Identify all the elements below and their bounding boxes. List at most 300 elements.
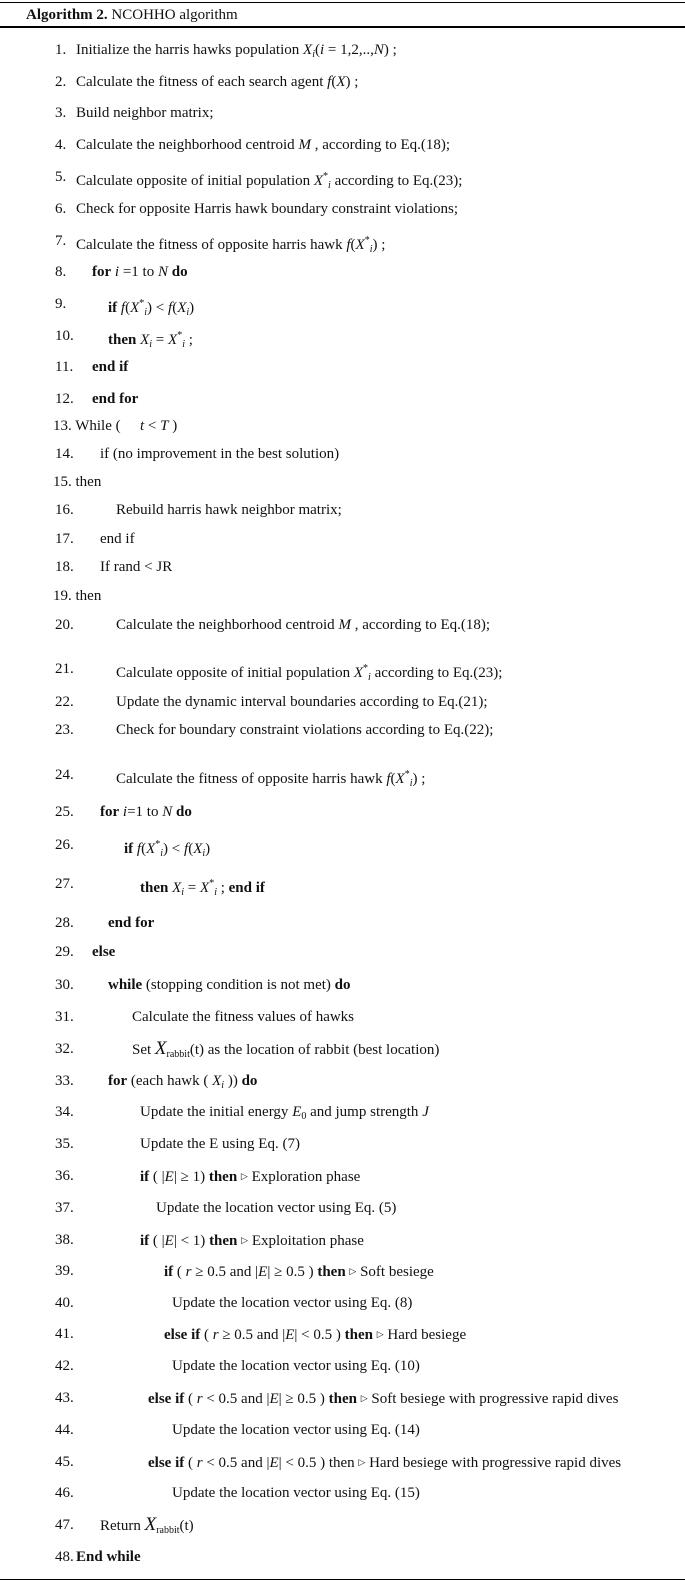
line-token: X: [168, 332, 178, 348]
line-token: Calculate the fitness values of hawks: [132, 1009, 355, 1025]
line-number: 37.: [55, 1200, 74, 1216]
line-token: ( |: [149, 1233, 165, 1249]
line-token: end if: [100, 531, 135, 547]
line-text: [100, 527, 135, 551]
line-token: rabbit: [156, 1525, 180, 1536]
line-token: | < 1): [173, 1233, 210, 1249]
line-token: E: [269, 1391, 279, 1407]
line-text: [140, 1228, 364, 1253]
line-number: 21.: [55, 661, 74, 677]
line-token: f: [136, 841, 142, 857]
algorithm-line: [0, 292, 685, 316]
line-token: ): [189, 300, 195, 316]
line-text: [76, 197, 458, 221]
line-token: i: [214, 887, 217, 898]
line-text: [100, 555, 172, 579]
line-token: ) <: [163, 841, 185, 857]
line-token: end if: [92, 359, 129, 375]
line-token: if: [164, 1264, 174, 1280]
line-token: ) ;: [345, 74, 359, 90]
line-token: if: [140, 1169, 150, 1185]
algorithm-line: [0, 442, 685, 466]
line-token: Soft besiege: [356, 1264, 434, 1280]
line-text: [172, 1418, 420, 1442]
line-token: else: [92, 944, 116, 960]
line-token: ≥ 0.5 and |: [218, 1327, 286, 1343]
line-token: ▷: [376, 1329, 384, 1339]
line-token: rabbit: [166, 1049, 190, 1060]
line-token: end for: [92, 391, 139, 407]
line-text: [92, 387, 138, 411]
algorithm-line: [0, 470, 685, 494]
line-token: X: [146, 841, 156, 857]
line-number: 31.: [55, 1009, 74, 1025]
line-text: [76, 70, 358, 94]
line-token: Calculate the fitness of opposite harris hawk: [76, 237, 347, 253]
line-token: according to Eq.(23);: [370, 665, 503, 681]
algorithm-line: [0, 1291, 685, 1315]
algorithm-line: [0, 101, 685, 125]
line-number: 10.: [55, 328, 74, 344]
line-token: (each hawk (: [127, 1073, 213, 1089]
line-token: (t) as the location of rabbit (best location): [189, 1042, 440, 1058]
line-token: | ≥ 0.5 ): [267, 1264, 318, 1280]
line-token: X: [303, 42, 313, 58]
algorithm-line: [0, 1164, 685, 1188]
line-token: ≥ 0.5 and |: [191, 1264, 259, 1280]
line-token: Set: [132, 1042, 155, 1058]
line-token: <: [144, 418, 161, 434]
line-number: 40.: [55, 1295, 74, 1311]
line-number: 13. While (: [53, 418, 121, 434]
line-text: [116, 657, 502, 690]
algorithm-line: [0, 833, 685, 857]
header-rule: [0, 26, 685, 28]
line-token: do: [334, 977, 351, 993]
line-token: i: [114, 264, 120, 280]
algorithm-line: [0, 973, 685, 997]
line-token: do: [175, 804, 192, 820]
algorithm-line: [0, 165, 685, 189]
line-token: N: [373, 42, 384, 58]
algorithm-line: [0, 324, 685, 348]
line-token: f: [168, 300, 173, 316]
line-token: Update the location vector using Eq. (15): [172, 1485, 420, 1501]
line-number: 36.: [55, 1168, 74, 1184]
line-token: 0: [301, 1111, 307, 1122]
algorithm-line: [0, 1100, 685, 1124]
line-token: E: [258, 1264, 268, 1280]
line-token: Calculate the neighborhood centroid: [116, 617, 339, 633]
line-token: i: [144, 307, 148, 318]
line-number: 8.: [55, 264, 67, 280]
algorithm-label: Algorithm 2.: [26, 7, 108, 23]
line-token: E: [269, 1455, 279, 1471]
line-token: , according to Eq.(18);: [310, 137, 451, 153]
line-token: X: [313, 173, 324, 189]
line-token: i: [409, 778, 413, 789]
line-token: i: [312, 49, 315, 60]
algorithm-line: [0, 872, 685, 896]
line-token: then: [344, 1327, 373, 1343]
line-token: ) ;: [412, 771, 426, 787]
line-token: do: [241, 1073, 258, 1089]
line-text: [132, 1037, 439, 1067]
line-text: [92, 260, 188, 284]
line-token: (: [184, 1391, 197, 1407]
line-number: 35.: [55, 1136, 74, 1152]
line-token: t: [140, 418, 145, 434]
line-number: 6.: [55, 201, 67, 217]
line-token: *: [363, 663, 369, 674]
algorithm-line: [0, 1513, 685, 1537]
line-number: 46.: [55, 1485, 74, 1501]
line-token: X: [353, 665, 364, 681]
line-number: 4.: [55, 137, 67, 153]
line-token: i: [182, 339, 185, 350]
line-token: *: [155, 839, 161, 850]
line-token: < 0.5 and |: [202, 1455, 270, 1471]
line-token: f: [346, 237, 351, 253]
line-token: Exploitation phase: [248, 1233, 364, 1249]
line-token: end if: [228, 880, 265, 896]
algorithm-title: [26, 5, 238, 25]
line-number: 17.: [55, 531, 74, 547]
line-token: r: [212, 1327, 219, 1343]
line-text: [164, 1259, 434, 1284]
line-token: (: [314, 42, 320, 58]
line-number: 22.: [55, 694, 74, 710]
line-number: 42.: [55, 1358, 74, 1374]
line-text: [172, 1354, 420, 1378]
line-token: N: [162, 804, 173, 820]
line-token: =1 to: [127, 804, 163, 820]
line-token: i: [122, 804, 128, 820]
algorithm-line: [0, 1069, 685, 1093]
line-token: Calculate opposite of initial population: [116, 665, 354, 681]
line-token: else if: [148, 1455, 185, 1471]
line-text: [148, 1386, 618, 1411]
line-token: ): [205, 841, 211, 857]
line-number: 18.: [55, 559, 74, 575]
line-number: 24.: [55, 767, 74, 783]
algorithm-line: [0, 133, 685, 157]
line-token: else if: [164, 1327, 201, 1343]
line-text: [92, 355, 128, 379]
line-number: 19. then: [53, 588, 102, 604]
line-token: (: [173, 1264, 186, 1280]
line-token: then: [328, 1391, 357, 1407]
line-number: 30.: [55, 977, 74, 993]
line-token: Hard besiege with progressive rapid dives: [365, 1455, 622, 1471]
algorithm-line: [0, 1228, 685, 1252]
line-token: X: [130, 300, 140, 316]
line-text: [124, 833, 210, 866]
line-number: 11.: [55, 359, 74, 375]
line-number: 38.: [55, 1232, 74, 1248]
line-token: Hard besiege: [383, 1327, 467, 1343]
line-text: [156, 1196, 396, 1220]
algorithm-line: [0, 1037, 685, 1061]
line-text: [172, 1291, 412, 1315]
line-token: (: [350, 237, 356, 253]
line-token: ) ;: [383, 42, 397, 58]
line-token: f: [120, 300, 126, 316]
line-number: 20.: [55, 617, 74, 633]
algorithm-line: [0, 70, 685, 94]
line-text: [116, 763, 425, 796]
line-token: *: [323, 171, 329, 182]
line-token: *: [177, 330, 183, 341]
line-token: r: [185, 1264, 192, 1280]
line-token: E: [285, 1327, 295, 1343]
line-text: [140, 1164, 360, 1189]
line-token: Exploration phase: [247, 1169, 361, 1185]
line-text: [76, 1545, 141, 1569]
line-token: M: [338, 617, 351, 633]
line-token: i: [186, 307, 190, 318]
line-text: [108, 324, 193, 357]
line-token: i: [369, 244, 373, 255]
line-token: Check for opposite Harris hawk boundary constraint violations;: [76, 201, 459, 217]
line-token: if: [140, 1233, 150, 1249]
bottom-rule: [0, 1579, 685, 1580]
line-token: f: [327, 74, 332, 90]
line-token: Check for boundary constraint violations according to Eq.(22);: [116, 722, 494, 738]
line-token: *: [404, 769, 410, 780]
line-token: Update the location vector using Eq. (14): [172, 1422, 420, 1438]
line-token: Update the E using Eq. (7): [140, 1136, 300, 1152]
line-token: ;: [184, 332, 193, 348]
line-token: Calculate the fitness of each search agent: [76, 74, 328, 90]
line-token: Initialize the harris hawks population: [76, 42, 304, 58]
line-token: i: [181, 887, 185, 898]
line-token: X: [193, 841, 203, 857]
line-token: T: [160, 418, 169, 434]
line-number: 16.: [55, 502, 74, 518]
algorithm-line: [0, 1386, 685, 1410]
algorithm-line: [0, 1196, 685, 1220]
line-token: ▷: [240, 1171, 248, 1181]
line-token: Return: [100, 1518, 145, 1534]
line-token: ): [168, 418, 178, 434]
line-number: 41.: [55, 1326, 74, 1342]
line-token: ▷: [349, 1266, 357, 1276]
line-number: 3.: [55, 105, 67, 121]
line-text: [92, 940, 115, 964]
line-token: (: [184, 1455, 197, 1471]
line-token: and jump strength: [306, 1104, 423, 1120]
line-token: X: [355, 237, 365, 253]
line-token: end for: [108, 915, 155, 931]
line-token: Rebuild harris hawk neighbor matrix;: [116, 502, 342, 518]
line-token: X: [336, 74, 346, 90]
line-token: (: [141, 841, 147, 857]
line-number: 45.: [55, 1454, 74, 1470]
line-token: J: [422, 1104, 429, 1120]
line-number: 33.: [55, 1073, 74, 1089]
line-token: r: [196, 1391, 203, 1407]
line-token: *: [139, 298, 145, 309]
line-token: if: [124, 841, 134, 857]
line-text: [76, 101, 213, 125]
line-number: 34.: [55, 1104, 74, 1120]
line-number: 47.: [55, 1517, 74, 1533]
line-number: 15. then: [53, 474, 102, 490]
line-number: 5.: [55, 169, 67, 185]
line-text: [132, 1005, 354, 1029]
line-token: =: [152, 332, 169, 348]
line-text: [148, 1450, 621, 1475]
line-token: X: [140, 332, 150, 348]
line-token: < 0.5 and |: [202, 1391, 270, 1407]
algorithm-name: NCOHHO algorithm: [111, 7, 238, 23]
algorithm-line: [0, 763, 685, 787]
line-token: then: [208, 1169, 238, 1185]
line-text: [100, 800, 192, 824]
line-token: (t): [179, 1518, 194, 1534]
line-text: [100, 1513, 194, 1543]
line-token: Calculate the fitness of opposite harris hawk: [116, 771, 387, 787]
line-text: [108, 973, 351, 997]
line-token: r: [196, 1455, 203, 1471]
algorithm-line: [0, 584, 685, 608]
line-token: =1 to: [119, 264, 158, 280]
line-number: 29.: [55, 944, 74, 960]
line-token: *: [209, 878, 215, 889]
line-number: 26.: [55, 837, 74, 853]
line-token: X: [395, 771, 405, 787]
line-token: Update the dynamic interval boundaries according to Eq.(21);: [116, 694, 488, 710]
line-token: Build neighbor matrix;: [76, 105, 214, 121]
line-token: ) <: [147, 300, 169, 316]
algorithm-line: [0, 1450, 685, 1474]
line-text: [116, 690, 488, 714]
line-token: Soft besiege with progressive rapid dives: [367, 1391, 619, 1407]
line-text: [140, 414, 177, 438]
line-token: i: [319, 42, 325, 58]
line-token: for: [100, 804, 120, 820]
line-token: Calculate opposite of initial population: [76, 173, 314, 189]
line-token: (: [188, 841, 194, 857]
line-token: (: [331, 74, 337, 90]
algorithm-line: [0, 38, 685, 62]
line-token: i: [328, 180, 331, 191]
algorithm-line: [0, 911, 685, 935]
line-token: )): [224, 1073, 242, 1089]
line-token: do: [171, 264, 188, 280]
algorithm-line: [0, 718, 685, 742]
line-text: [116, 718, 493, 742]
line-token: (: [125, 300, 131, 316]
algorithm-line: [0, 1418, 685, 1442]
line-token: f: [184, 841, 189, 857]
line-token: X: [144, 1514, 157, 1535]
line-token: f: [386, 771, 391, 787]
line-token: X: [212, 1073, 222, 1089]
algorithm-line: [0, 197, 685, 221]
line-number: 28.: [55, 915, 74, 931]
algorithm-line: [0, 229, 685, 253]
line-token: (: [390, 771, 396, 787]
line-text: [76, 229, 385, 262]
line-token: , according to Eq.(18);: [350, 617, 491, 633]
line-text: [76, 38, 397, 67]
line-token: | ≥ 0.5 ): [278, 1391, 329, 1407]
line-number: 2.: [55, 74, 67, 90]
line-token: (: [200, 1327, 213, 1343]
line-number: 23.: [55, 722, 74, 738]
line-token: ;: [216, 880, 229, 896]
line-number: 39.: [55, 1263, 74, 1279]
line-number: 14.: [55, 446, 74, 462]
line-token: Calculate the neighborhood centroid: [76, 137, 299, 153]
line-number: 1.: [55, 42, 67, 58]
line-token: ▷: [360, 1393, 368, 1403]
line-token: if: [108, 300, 118, 316]
line-token: (stopping condition is not met): [142, 977, 335, 993]
line-token: ( |: [149, 1169, 165, 1185]
line-token: if (no improvement in the best solution): [100, 446, 340, 462]
algorithm-line: [0, 1005, 685, 1029]
line-text: [116, 613, 490, 637]
line-text: [140, 1132, 300, 1156]
line-token: Update the initial energy: [140, 1104, 293, 1120]
line-token: | < 0.5 ) then: [278, 1455, 359, 1471]
line-token: M: [298, 137, 311, 153]
line-token: for: [108, 1073, 128, 1089]
line-text: [100, 442, 339, 466]
algorithm-line: [0, 387, 685, 411]
line-token: then: [209, 1233, 238, 1249]
line-token: X: [172, 880, 182, 896]
line-text: [116, 498, 342, 522]
line-text: [76, 133, 450, 157]
line-token: then: [317, 1264, 346, 1280]
algorithm-line: [0, 1132, 685, 1156]
line-token: then: [140, 880, 169, 896]
line-token: ) ;: [372, 237, 386, 253]
algorithm-line: [0, 1322, 685, 1346]
algorithm-line: [0, 414, 685, 438]
top-rule: [0, 2, 685, 3]
line-number: 27.: [55, 876, 74, 892]
line-token: X: [200, 880, 210, 896]
algorithm-line: [0, 498, 685, 522]
line-text: [108, 292, 194, 325]
line-token: *: [364, 235, 370, 246]
line-number: 43.: [55, 1390, 74, 1406]
algorithm-line: [0, 690, 685, 714]
line-token: else if: [148, 1391, 185, 1407]
algorithm-line: [0, 1259, 685, 1283]
algorithm-line: [0, 1354, 685, 1378]
line-token: ▷: [241, 1235, 249, 1245]
line-text: [108, 911, 154, 935]
line-number: 48.: [55, 1549, 74, 1565]
line-token: E: [164, 1169, 174, 1185]
line-token: i: [202, 848, 206, 859]
line-token: X: [154, 1038, 167, 1059]
line-token: (: [172, 300, 178, 316]
line-token: E: [164, 1233, 174, 1249]
line-token: i: [221, 1080, 225, 1091]
line-text: [172, 1481, 420, 1505]
line-token: | < 0.5 ): [294, 1327, 345, 1343]
algorithm-line: [0, 1481, 685, 1505]
line-token: N: [157, 264, 168, 280]
line-token: X: [177, 300, 187, 316]
